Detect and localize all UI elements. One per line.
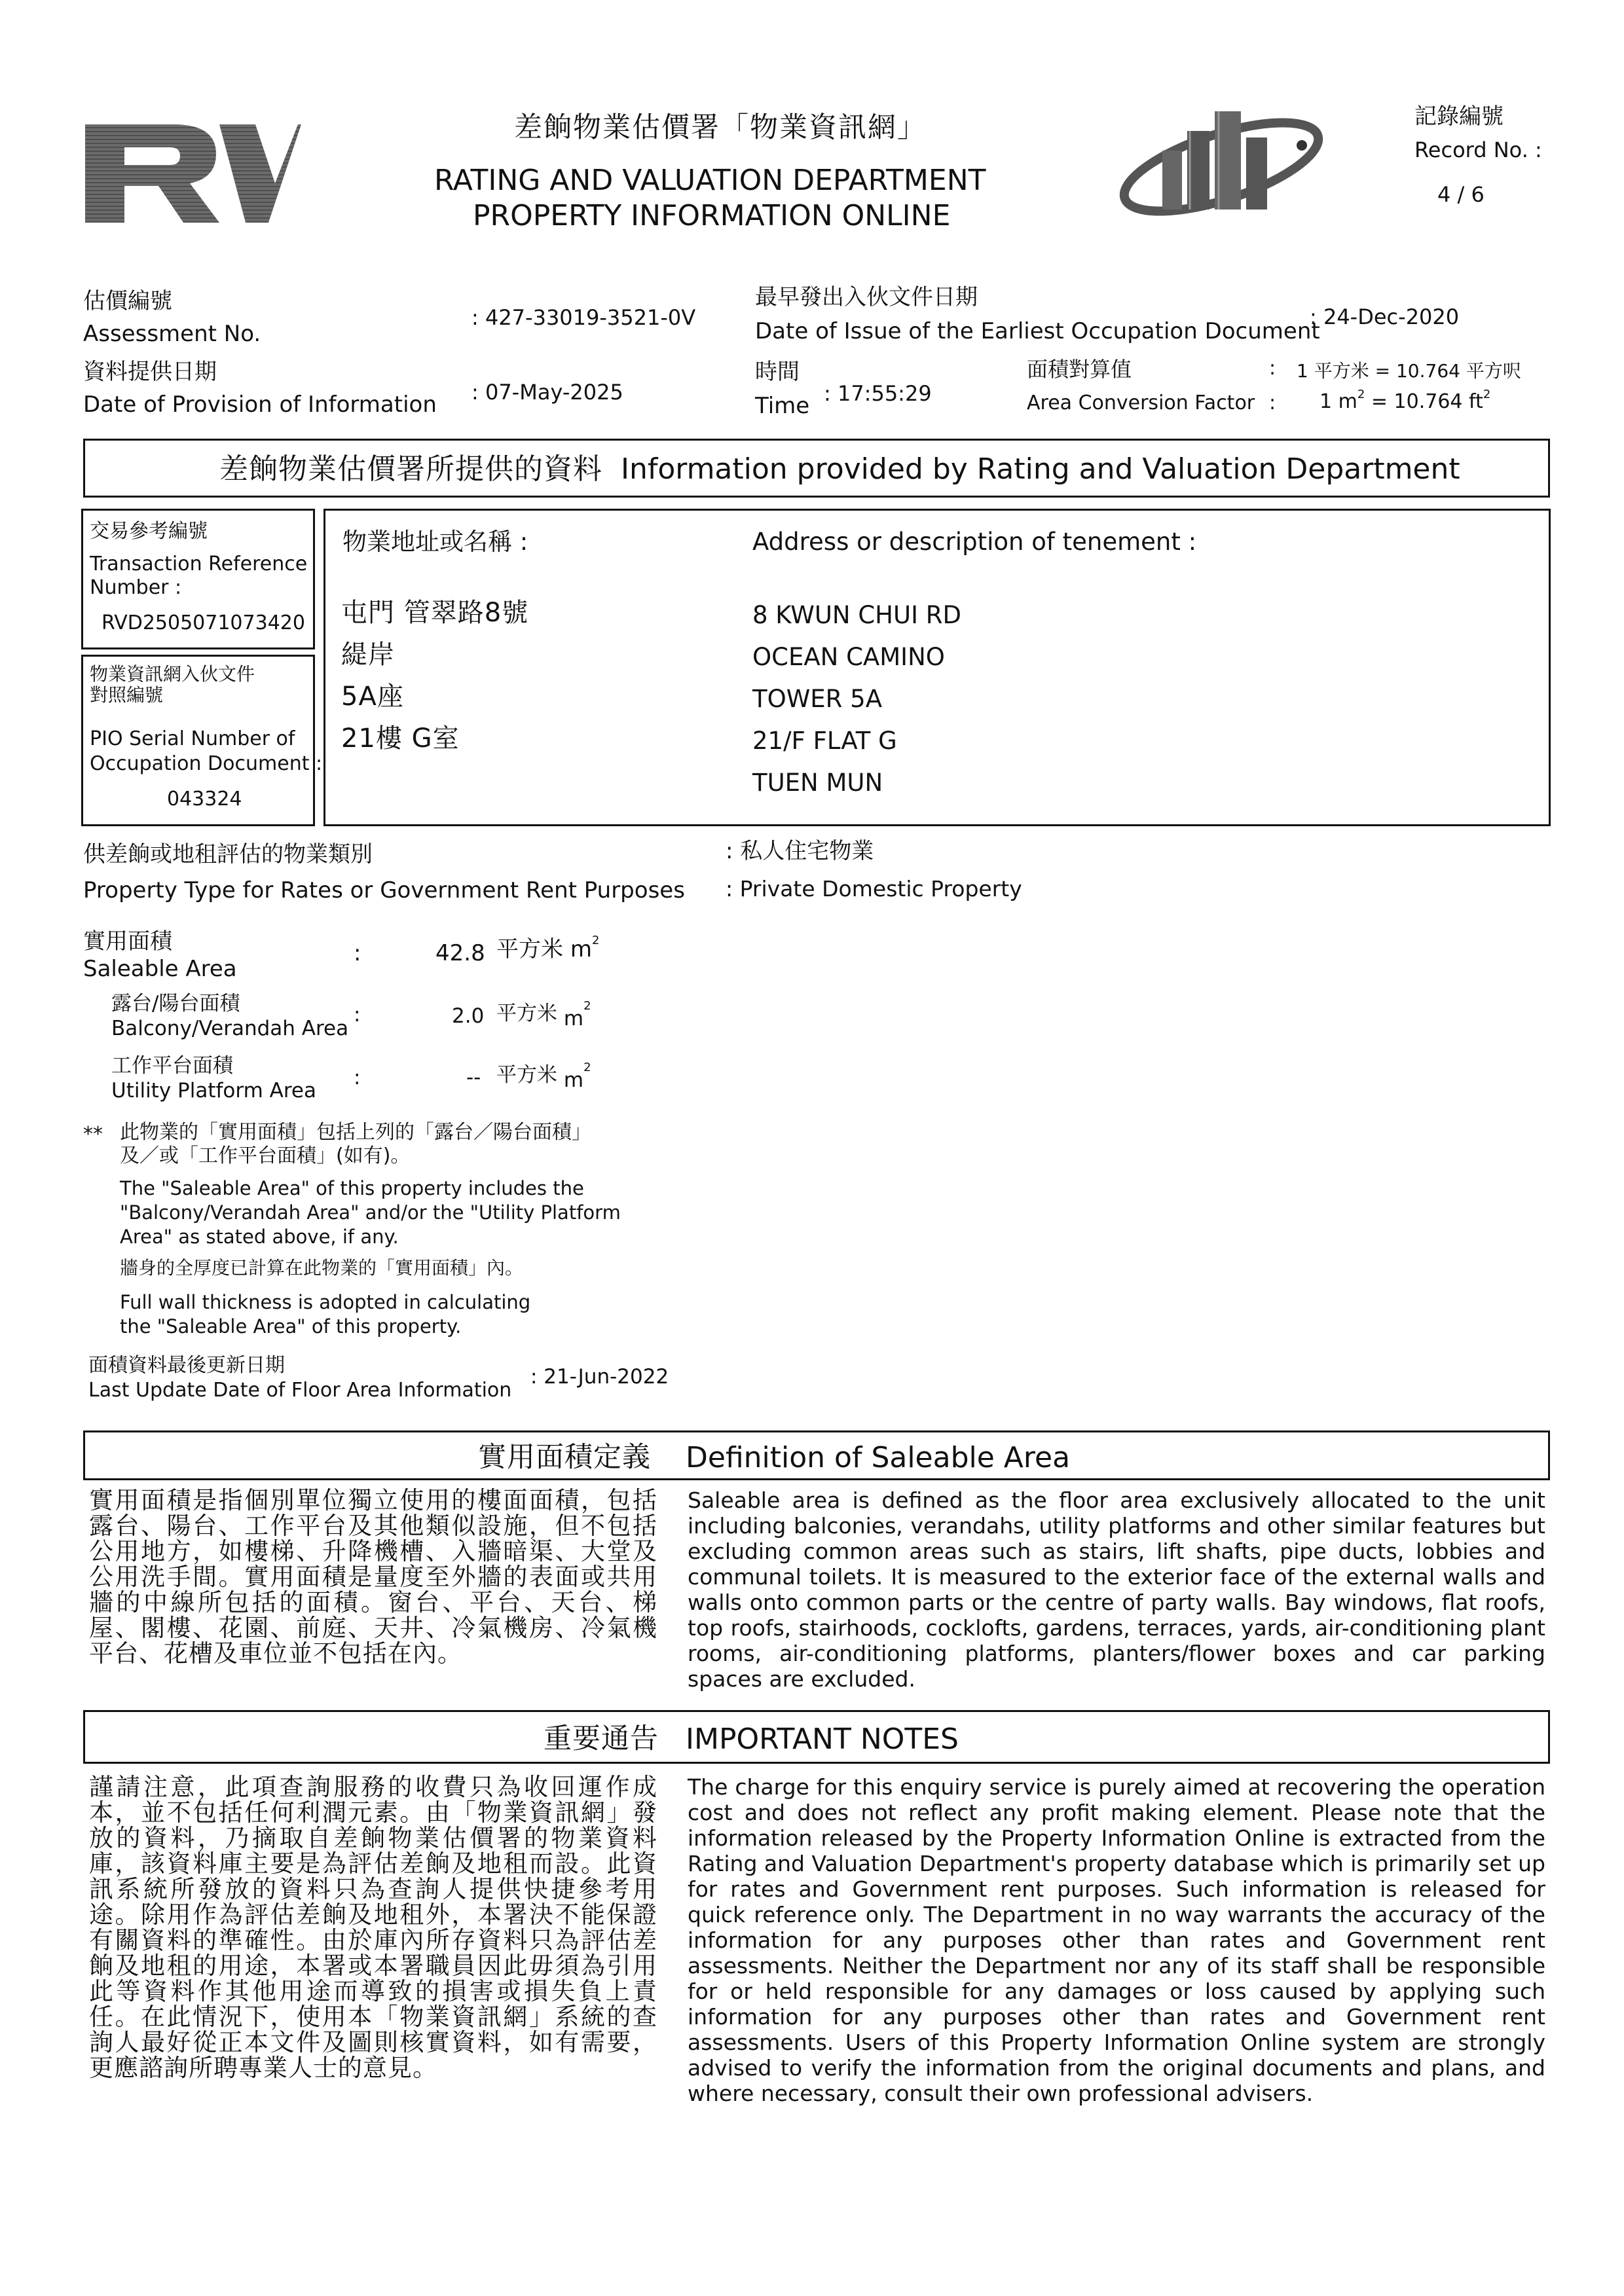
assessment-label-en: Assessment No. — [83, 321, 261, 347]
area-conv-label-cn: 面積對算值 — [1027, 357, 1132, 382]
utility-label-en: Utility Platform Area — [111, 1079, 316, 1102]
balcony-unit — [496, 999, 591, 1030]
address-line-en-1: 8 KWUN CHUI RD — [752, 601, 961, 629]
note1-en-1: The "Saleable Area" of this property includes the — [120, 1177, 584, 1199]
utility-unit — [496, 1061, 591, 1092]
utility-unit-en: m — [563, 1068, 584, 1092]
property-type-value-en: : Private Domestic Property — [726, 876, 1022, 902]
utility-label-cn: 工作平台面積 — [111, 1054, 233, 1078]
important-text-cn: 謹請注意，此項查詢服務的收費只為收回運作成本，並不包括任何利潤元素。由「物業資訊網」發放的資料，乃摘取自差餉物業估價署的物業資料庫，該資料庫主要是為評估差餉及地租而設。此資訊系統所發放的資料只為查詢人提供快捷參考用途。除用作為評估差餉及地租外，本署決不能保證有關資料的準確性。由於庫內所存資料只為評估差餉及地租的用途，本署或本署職員因此毋須為引用此等資料作其他用途而導致的損害或損失負上責任。在此情況下，使用本「物業資訊網」系統的查詢人最好從正本文件及圖則核實資料，如有需要，更應諮詢所聘專業人士的意見。 — [89, 1773, 657, 2082]
saleable-unit-sup: 2 — [591, 934, 600, 947]
address-line-cn-3: 5A座 — [341, 682, 404, 712]
area-conv-ft: = 10.764 ft — [1371, 390, 1483, 413]
saleable-label-en: Saleable Area — [83, 956, 237, 982]
definition-text-cn: 實用面積是指個別單位獨立使用的樓面面積，包括露台、陽台、工作平台及其他類似設施，但不包括公用地方，如樓梯、升降機槽、入牆暗渠、大堂及公用洗手間。實用面積是量度至外牆的表面或共用牆的中線所包括的面積。窗台、平台、天台、梯屋、閣樓、花園、前庭、天井、冷氣機房、冷氣機平台、花槽及車位並不包括在內。 — [89, 1486, 657, 1667]
provision-label-en: Date of Provision of Information — [83, 392, 437, 418]
property-type-label-cn: 供差餉或地租評估的物業類別 — [83, 841, 373, 867]
area-conv-colon-2: : — [1269, 392, 1276, 414]
balcony-unit-sup: 2 — [583, 999, 591, 1013]
area-conv-line-2 — [1320, 390, 1490, 414]
time-label-en: Time — [755, 393, 810, 419]
occupation-label-en: Date of Issue of the Earliest Occupation Document — [755, 318, 1320, 344]
header-title-en-2: PROPERTY INFORMATION ONLINE — [473, 199, 951, 232]
time-label-cn: 時間 — [755, 359, 800, 385]
address-box — [323, 509, 1551, 826]
occupation-label-cn: 最早發出入伙文件日期 — [755, 284, 978, 310]
provision-value: : 07-May-2025 — [471, 380, 623, 405]
saleable-value: 42.8 — [435, 940, 485, 966]
section-info-title — [219, 452, 1460, 487]
assessment-value: : 427-33019-3521-0V — [471, 305, 696, 330]
utility-unit-cn: 平方米 — [496, 1063, 557, 1087]
last-update-label-en: Last Update Date of Floor Area Information — [88, 1379, 512, 1402]
transaction-label-en-2: Number : — [90, 576, 182, 599]
address-line-en-4: 21/F FLAT G — [752, 727, 897, 755]
section-info-header — [83, 439, 1550, 498]
saleable-label-cn: 實用面積 — [83, 928, 172, 955]
saleable-colon: : — [354, 940, 361, 966]
utility-value: -- — [466, 1066, 481, 1089]
address-line-cn-1: 屯門 管翠路8號 — [341, 598, 529, 628]
pio-label-cn-2: 對照編號 — [90, 684, 164, 706]
note1-cn-2: 及／或「工作平台面積」(如有)。 — [120, 1144, 411, 1167]
definition-text-en: Saleable area is defined as the floor area exclusively allocated to the unit including balconies, verandahs, utility platforms and other similar features but excluding common areas such as stairs, lift shafts, pipe ducts, lobbies and communal toilets. It is measured to the exterior face of the external walls and walls onto common parts or the centre of party walls. Bay windows, flat roofs, top roofs, stairhoods, cocklofts, gardens, terraces, yards, air-conditioning plant rooms, air-conditioning platforms, planters/flower boxes and car parking spaces are excluded. — [688, 1487, 1545, 1692]
definition-header — [83, 1430, 1550, 1480]
important-header — [83, 1710, 1550, 1764]
saleable-unit-cn: 平方米 — [496, 936, 563, 962]
important-title-en: IMPORTANT NOTES — [686, 1722, 959, 1756]
note1-en-3: Area" as stated above, if any. — [120, 1226, 399, 1248]
pio-label-en-2: Occupation Document : — [90, 752, 323, 775]
transaction-label-en-1: Transaction Reference — [90, 553, 308, 575]
transaction-box — [81, 509, 315, 649]
note1-en-2: "Balcony/Verandah Area" and/or the "Utility Platform — [120, 1201, 621, 1224]
important-title-cn: 重要通告 — [544, 1722, 659, 1755]
utility-unit-sup: 2 — [583, 1061, 591, 1074]
balcony-colon: : — [354, 1003, 361, 1027]
provision-label-cn: 資料提供日期 — [83, 359, 217, 385]
address-line-en-3: TOWER 5A — [752, 685, 883, 713]
address-line-cn-2: 緹岸 — [341, 640, 395, 670]
area-conv-sup-ft: 2 — [1483, 388, 1491, 401]
important-text-en: The charge for this enquiry service is purely aimed at recovering the operation cost and does not reflect any profit making element. Please note that the information released by the Property Information Online is extracted from the Rating and Valuation Department's property database which is primarily set up for rates and Government rent purposes. Such information is released for quick reference only. The Department in no way warrants the accuracy of the information for any purposes other than rates and Government rent assessments. Neither the Department nor any of its staff shall be responsible for or held responsible for any damages or loss caused by applying such information for any purposes other than rates and Government rent assessments. Users of this Property Information Online system are strongly advised to verify the information from the original documents and plans, and where necessary, consult their own professional advisers. — [688, 1774, 1545, 2106]
area-conv-m: 1 m — [1320, 390, 1357, 413]
area-conv-sup-m: 2 — [1357, 388, 1365, 401]
note-stars: ** — [83, 1123, 103, 1146]
property-type-value-cn: : 私人住宅物業 — [726, 838, 874, 864]
record-label-cn: 記錄編號 — [1414, 103, 1504, 130]
pio-label-en-1: PIO Serial Number of — [90, 727, 295, 750]
record-label-en: Record No. : — [1414, 137, 1542, 162]
balcony-value: 2.0 — [452, 1004, 485, 1028]
last-update-value: : 21-Jun-2022 — [530, 1365, 669, 1389]
address-label-en: Address or description of tenement : — [752, 528, 1197, 556]
section-info-title-cn: 差餉物業估價署所提供的資料 — [219, 452, 602, 486]
address-label-cn: 物業地址或名稱 : — [342, 528, 528, 556]
area-conv-colon-1: : — [1269, 357, 1276, 380]
rv-logo-icon — [85, 118, 301, 226]
note2-cn: 牆身的全厚度已計算在此物業的「實用面積」內。 — [120, 1257, 524, 1279]
saleable-unit — [496, 936, 599, 963]
assessment-label-cn: 估價編號 — [83, 288, 172, 314]
definition-title-cn: 實用面積定義 — [478, 1441, 651, 1474]
section-info-title-en: Information provided by Rating and Valuation Department — [620, 452, 1460, 486]
utility-colon: : — [354, 1066, 361, 1089]
address-line-cn-4: 21樓 G室 — [341, 723, 460, 754]
note2-en-1: Full wall thickness is adopted in calculating — [120, 1291, 531, 1313]
address-line-en-5: TUEN MUN — [752, 769, 883, 797]
property-type-label-en: Property Type for Rates or Government Rent Purposes — [83, 877, 685, 903]
transaction-value: RVD2505071073420 — [101, 611, 305, 634]
saleable-unit-en: m — [570, 936, 592, 962]
note1-cn-1: 此物業的「實用面積」包括上列的「露台／陽台面積」 — [120, 1121, 591, 1144]
pio-value: 043324 — [167, 788, 242, 811]
balcony-label-en: Balcony/Verandah Area — [111, 1017, 349, 1040]
pio-buildings-logo-icon — [1116, 105, 1326, 216]
balcony-label-cn: 露台/陽台面積 — [111, 992, 240, 1015]
transaction-label-cn: 交易參考編號 — [90, 520, 208, 543]
note2-en-2: the "Saleable Area" of this property. — [120, 1315, 462, 1338]
pio-box — [81, 655, 323, 826]
balcony-unit-en: m — [563, 1007, 584, 1030]
header-title-cn: 差餉物業估價署「物業資訊網」 — [514, 111, 927, 144]
pio-label-cn-1: 物業資訊網入伙文件 — [90, 663, 255, 685]
occupation-value: : 24-Dec-2020 — [1310, 304, 1460, 329]
header-title-en-1: RATING AND VALUATION DEPARTMENT — [434, 164, 986, 197]
area-conv-line-1: 1 平方米 = 10.764 平方呎 — [1297, 360, 1521, 382]
address-line-en-2: OCEAN CAMINO — [752, 643, 945, 671]
definition-title-en: Definition of Saleable Area — [686, 1441, 1071, 1474]
record-value: 4 / 6 — [1437, 182, 1485, 207]
balcony-unit-cn: 平方米 — [496, 1002, 557, 1025]
last-update-label-cn: 面積資料最後更新日期 — [88, 1354, 285, 1377]
time-value: : 17:55:29 — [824, 381, 932, 406]
area-conv-label-en: Area Conversion Factor — [1027, 392, 1255, 414]
